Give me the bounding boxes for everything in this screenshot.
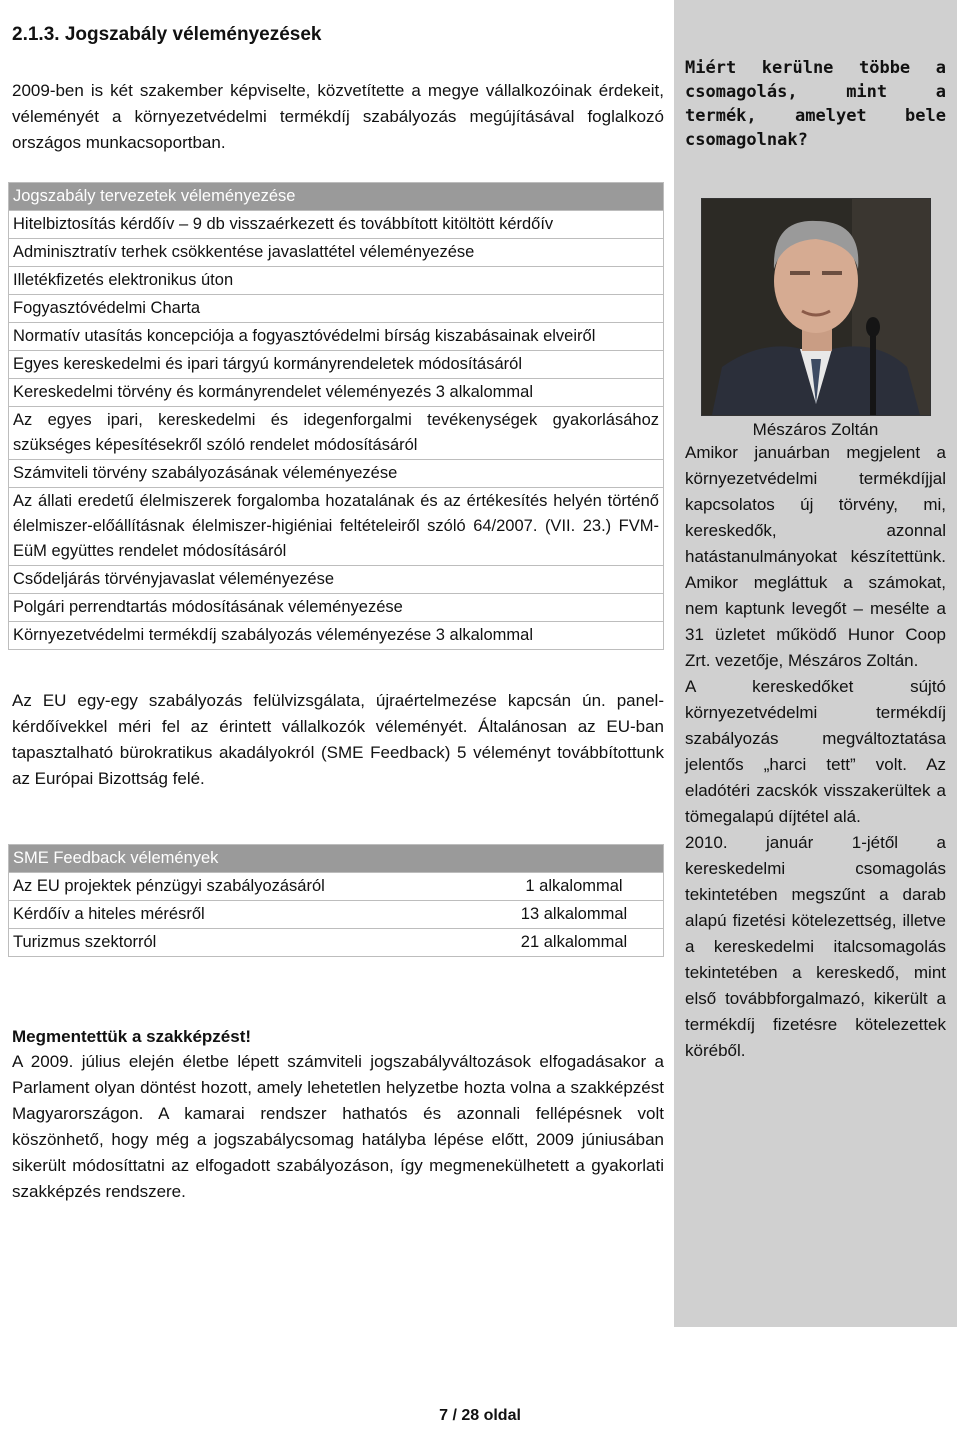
- legislation-item: Számviteli törvény szabályozásának véleményezése: [9, 460, 664, 488]
- legislation-item: Illetékfizetés elektronikus úton: [9, 267, 664, 295]
- table-row: [9, 594, 664, 622]
- table-row: [9, 566, 664, 594]
- photo-caption: Mészáros Zoltán: [752, 420, 879, 439]
- legislation-item: Normatív utasítás koncepciója a fogyasztóvédelmi bírság kiszabásainak elveiről: [9, 323, 664, 351]
- legislation-item: Környezetvédelmi termékdíj szabályozás véleményezése 3 alkalommal: [9, 622, 664, 650]
- table-row: [9, 901, 664, 929]
- table-row: [9, 407, 664, 460]
- sme-feedback-header: SME Feedback vélemények: [9, 845, 664, 873]
- main-column: [12, 24, 664, 1205]
- table-row: [9, 295, 664, 323]
- legislation-item: Polgári perrendtartás módosításának véleményezése: [9, 594, 664, 622]
- table-row: [9, 873, 664, 901]
- eu-paragraph: Az EU egy-egy szabályozás felülvizsgálata, újraértelmezése kapcsán ún. panel-kérdőívekkel méri fel az érintett vállalkozók véleményét. Általánosan az EU-ban tapasztalható bürokratikus akadályokról (SME Feedback) 5 véleményt továbbítottunk az Európai Bizottság felé.: [12, 691, 664, 788]
- legislation-item: Fogyasztóvédelmi Charta: [9, 295, 664, 323]
- section-heading: 2.1.3. Jogszabály véleményezések: [12, 24, 322, 45]
- portrait-image: [702, 199, 930, 415]
- sidebar-box: [674, 0, 957, 1327]
- legislation-item: Az egyes ipari, kereskedelmi és idegenforgalmi tevékenységek gyakorlásához szükséges képesítésekről szóló rendelet módosításáról: [9, 407, 664, 460]
- table-row: [9, 351, 664, 379]
- feedback-count: 13 alkalommal: [485, 901, 664, 929]
- intro-paragraph: 2009-ben is két szakember képviselte, közvetítette a megye vállalkozóinak érdekeit, véleményét a környezetvédelmi termékdíj szabályozás megújításával foglalkozó országos munkacsoportban.: [12, 81, 664, 152]
- table-row: [9, 622, 664, 650]
- legislation-item: Kereskedelmi törvény és kormányrendelet véleményezés 3 alkalommal: [9, 379, 664, 407]
- feedback-label: Turizmus szektorról: [9, 929, 486, 957]
- sidebar-paragraph-1: Amikor januárban megjelent a környezetvédelmi termékdíjjal kapcsolatos új törvény, mi, kereskedők, azonnal hatástanulmányokat készítettünk. Amikor megláttuk a számokat, nem kaptunk levegőt – mesélte a 31 üzletet működő Hunor Coop Zrt. vezetője, Mészáros Zoltán.: [685, 443, 946, 670]
- sidebar-title: Miért kerülne többe a csomagolás, mint a termék, amelyet bele csomagolnak?: [685, 58, 946, 150]
- legislation-table: [8, 182, 664, 650]
- save-paragraph: A 2009. július elején életbe lépett számviteli jogszabályváltozások elfogadásakor a Parlament olyan döntést hozott, amely lehetetlen helyzetbe hozta volna a szakképzést Magyarországon. A kamarai rendszer hathatós és azonnali fellépésnek volt köszönhető, hogy még a jogszabálycsomag hatályba lépése előtt, 2009 júniusában sikerült módosíttatni az elfogadott szabályozáson, így megmenekülhetett a gyakorlati szakképzés rendszere.: [12, 1052, 664, 1201]
- table-row: [9, 323, 664, 351]
- sidebar-paragraph-2: A kereskedőket sújtó környezetvédelmi termékdíj szabályozás megváltoztatása jelentős „harci tett” volt. Az eladótéri zacskók visszakerültek a tömegalapú díjtétel alá.: [685, 677, 946, 826]
- table-row: [9, 460, 664, 488]
- feedback-label: Az EU projektek pénzügyi szabályozásáról: [9, 873, 486, 901]
- feedback-label: Kérdőív a hiteles mérésről: [9, 901, 486, 929]
- table-row: [9, 488, 664, 566]
- portrait-photo: [701, 198, 931, 416]
- feedback-count: 1 alkalommal: [485, 873, 664, 901]
- sme-feedback-table: [8, 844, 664, 957]
- legislation-item: Az állati eredetű élelmiszerek forgalomba hozatalának és az értékesítés helyén történő élelmiszer-előállításnak élelmiszer-higiéniai feltételeiről szóló 64/2007. (VII. 23.) FVM-EüM együttes rendelet módosításáról: [9, 488, 664, 566]
- table-row: [9, 267, 664, 295]
- feedback-count: 21 alkalommal: [485, 929, 664, 957]
- legislation-table-header: Jogszabály tervezetek véleményezése: [9, 183, 664, 211]
- table-row: [9, 929, 664, 957]
- table-row: [9, 211, 664, 239]
- table-row: [9, 379, 664, 407]
- page-number: 7 / 28 oldal: [439, 1407, 521, 1424]
- table-row: [9, 239, 664, 267]
- legislation-item: Egyes kereskedelmi és ipari tárgyú kormányrendeletek módosításáról: [9, 351, 664, 379]
- legislation-item: Adminisztratív terhek csökkentése javaslattétel véleményezése: [9, 239, 664, 267]
- sidebar-paragraph-3: 2010. január 1-jétől a kereskedelmi csomagolás tekintetében megszűnt a darab alapú fizetési kötelezettség, illetve a kereskedelmi italcsomagolás tekintetében a kereskedő, mint első továbbforgalmazó, kikerült a termékdíj fizetésre kötelezettek köréből.: [685, 833, 946, 1060]
- legislation-item: Hitelbiztosítás kérdőív – 9 db visszaérkezett és továbbított kitöltött kérdőív: [9, 211, 664, 239]
- legislation-item: Csődeljárás törvényjavaslat véleményezése: [9, 566, 664, 594]
- save-title: Megmentettük a szakképzést!: [12, 1027, 252, 1046]
